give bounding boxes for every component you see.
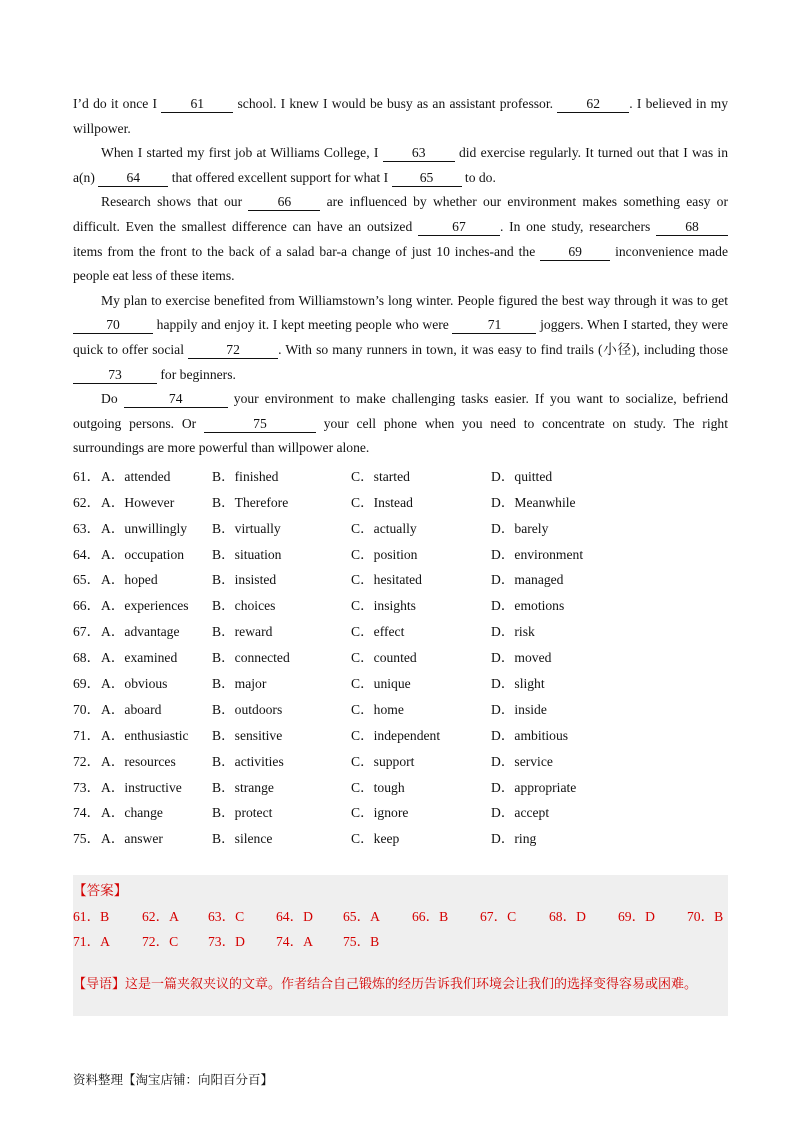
- answer-item: 75．B: [343, 934, 380, 949]
- option-row: [73, 539, 728, 565]
- blank-71: 71: [452, 317, 536, 334]
- text: I’d do it once I: [73, 96, 162, 111]
- option-d: D．moved: [491, 650, 552, 666]
- option-b: B．choices: [212, 598, 276, 614]
- option-d: D．quitted: [491, 468, 553, 484]
- text: your cell phone when you need to concentrate on study. The right surroundings are more powerful than willpower alone.: [73, 415, 728, 456]
- blank-66: 66: [248, 194, 320, 211]
- option-b: B．outdoors: [212, 701, 283, 717]
- option-row: [73, 513, 728, 539]
- option-a: A．resources: [101, 753, 176, 769]
- blank-73: 73: [73, 367, 157, 384]
- text: inconvenience made people eat less of these items.: [73, 243, 728, 284]
- answer-row-2: [73, 930, 728, 952]
- question-number: 71．: [73, 727, 101, 743]
- option-c: C．position: [351, 546, 418, 562]
- option-a: A．obvious: [101, 676, 168, 692]
- option-row: [73, 461, 728, 487]
- answer-item: 62．A: [142, 909, 180, 924]
- blank-69: 69: [540, 244, 610, 261]
- option-a: A．experiences: [101, 598, 189, 614]
- option-row: [73, 746, 728, 772]
- text: . I believed in my willpower.: [73, 96, 728, 136]
- question-number: 74．: [73, 805, 101, 821]
- text: school. I knew I would be busy as an assistant professor.: [233, 96, 558, 111]
- option-c: C．started: [351, 468, 410, 484]
- option-b: B．protect: [212, 805, 273, 821]
- answer-title: 【答案】: [73, 883, 128, 899]
- option-c: C．effect: [351, 624, 405, 640]
- option-a: A．advantage: [101, 624, 180, 640]
- option-c: C．counted: [351, 650, 417, 666]
- option-d: D．environment: [491, 546, 584, 562]
- option-d: D．inside: [491, 701, 547, 717]
- option-b: B．situation: [212, 546, 282, 562]
- blank-62: 62: [557, 96, 629, 113]
- guide-text: 【导语】这是一篇夹叙夹议的文章。作者结合自己锻炼的经历告诉我们环境会让我们的选择变得容易或困难。: [73, 977, 698, 992]
- answer-item: 64．D: [276, 909, 314, 924]
- blank-64: 64: [98, 170, 168, 187]
- text: are influenced by whether our environment makes something easy or difficult. Even the smallest difference can have an outsized: [73, 194, 729, 234]
- answer-item: 69．D: [618, 909, 656, 924]
- option-c: C．support: [351, 753, 415, 769]
- option-a: A．enthusiastic: [101, 727, 189, 743]
- option-row: [73, 694, 728, 720]
- option-d: D．accept: [491, 805, 550, 821]
- option-a: A．occupation: [101, 546, 185, 562]
- text: . In one study, researchers: [499, 218, 656, 234]
- blank-72: 72: [188, 342, 278, 359]
- option-d: D．managed: [491, 572, 564, 588]
- paragraph-1: [73, 92, 728, 141]
- blank-70: 70: [73, 317, 153, 334]
- paragraph-3: [73, 190, 728, 288]
- answer-item: 72．C: [142, 934, 179, 949]
- option-c: C．Instead: [351, 494, 413, 510]
- question-number: 75．: [73, 831, 101, 847]
- text: . With so many runners in town, it was easy to find trails (小径), including those: [278, 341, 728, 357]
- option-b: B．virtually: [212, 520, 281, 536]
- answer-row-1: [73, 905, 728, 927]
- option-row: [73, 720, 728, 746]
- option-c: C．independent: [351, 727, 441, 743]
- question-number: 65．: [73, 572, 101, 588]
- option-b: B．finished: [212, 468, 279, 484]
- paragraph-2: [73, 141, 728, 190]
- answer-item: 70．B: [687, 909, 724, 924]
- text: When I started my first job at Williams College, I: [101, 145, 383, 161]
- paragraph-4: [73, 289, 728, 387]
- answer-item: 74．A: [276, 934, 314, 949]
- text: happily and enjoy it. I kept meeting people who were: [153, 317, 453, 333]
- option-c: C．actually: [351, 520, 417, 536]
- option-c: C．ignore: [351, 805, 409, 821]
- question-number: 61．: [73, 468, 101, 484]
- paragraph-5: [73, 387, 728, 461]
- option-row: [73, 616, 728, 642]
- option-a: A．aboard: [101, 701, 162, 717]
- option-b: B．silence: [212, 831, 273, 847]
- blank-75: 75: [204, 416, 316, 433]
- option-c: C．tough: [351, 779, 405, 795]
- option-d: D．ring: [491, 831, 537, 847]
- option-b: B．strange: [212, 779, 274, 795]
- answer-item: 63．C: [208, 909, 245, 924]
- footer-text: 资料整理【淘宝店铺：向阳百分百】: [73, 1072, 274, 1087]
- option-row: [73, 564, 728, 590]
- answer-item: 61．B: [73, 909, 110, 924]
- option-b: B．reward: [212, 624, 273, 640]
- blank-67: 67: [418, 219, 500, 236]
- option-b: B．activities: [212, 753, 284, 769]
- blank-61: 61: [161, 96, 233, 113]
- option-a: A．examined: [101, 650, 178, 666]
- option-row: [73, 642, 728, 668]
- option-a: A．answer: [101, 831, 163, 847]
- blank-74: 74: [124, 391, 228, 408]
- question-number: 69．: [73, 676, 101, 692]
- question-number: 64．: [73, 546, 101, 562]
- option-a: A．However: [101, 494, 175, 510]
- text: your environment to make challenging tasks easier. If you want to socialize, befriend outgoing persons. Or: [73, 391, 728, 431]
- text: for beginners.: [157, 366, 236, 382]
- option-row: [73, 797, 728, 823]
- option-d: D．ambitious: [491, 727, 569, 743]
- option-b: B．major: [212, 676, 267, 692]
- text: Do: [101, 391, 124, 407]
- question-number: 67．: [73, 624, 101, 640]
- blank-68: 68: [656, 219, 728, 236]
- text: My plan to exercise benefited from Williamstown’s long winter. People figured the best way through it was to get: [101, 292, 728, 308]
- option-b: B．Therefore: [212, 494, 289, 510]
- option-a: A．attended: [101, 468, 171, 484]
- question-number: 70．: [73, 701, 101, 717]
- question-number: 62．: [73, 494, 101, 510]
- option-b: B．insisted: [212, 572, 277, 588]
- text: to do.: [461, 169, 496, 185]
- text: items from the front to the back of a salad bar-a change of just 10 inches-and the: [73, 243, 541, 259]
- answer-item: 71．A: [73, 934, 111, 949]
- option-b: B．sensitive: [212, 727, 283, 743]
- passage: [73, 92, 728, 849]
- option-row: [73, 772, 728, 798]
- option-a: A．change: [101, 805, 163, 821]
- option-c: C．insights: [351, 598, 416, 614]
- option-c: C．home: [351, 701, 404, 717]
- option-d: D．slight: [491, 676, 545, 692]
- blank-65: 65: [392, 170, 462, 187]
- option-b: B．connected: [212, 650, 290, 666]
- question-number: 68．: [73, 650, 101, 666]
- option-row: [73, 668, 728, 694]
- text: Research shows that our: [101, 194, 249, 210]
- question-number: 72．: [73, 753, 101, 769]
- option-d: D．risk: [491, 624, 535, 640]
- option-row: [73, 487, 728, 513]
- option-c: C．hesitated: [351, 572, 422, 588]
- answer-item: 73．D: [208, 934, 246, 949]
- blank-63: 63: [383, 145, 455, 162]
- answer-item: 68．D: [549, 909, 587, 924]
- text: did exercise regularly. It turned out that I was in a(n): [73, 145, 728, 185]
- option-c: C．keep: [351, 831, 400, 847]
- answer-section: [73, 875, 728, 1016]
- option-row: [73, 590, 728, 616]
- answer-item: 66．B: [412, 909, 449, 924]
- question-number: 63．: [73, 520, 101, 536]
- option-a: A．unwillingly: [101, 520, 188, 536]
- text: that offered excellent support for what I: [168, 169, 392, 185]
- option-a: A．instructive: [101, 779, 182, 795]
- question-number: 66．: [73, 598, 101, 614]
- option-d: D．appropriate: [491, 779, 577, 795]
- option-a: A．hoped: [101, 572, 158, 588]
- options-list: [73, 461, 728, 849]
- option-d: D．barely: [491, 520, 549, 536]
- question-number: 73．: [73, 779, 101, 795]
- text: joggers. When I started, they were quick to offer social: [73, 317, 728, 357]
- option-d: D．emotions: [491, 598, 565, 614]
- option-d: D．service: [491, 753, 553, 769]
- answer-item: 67．C: [480, 909, 517, 924]
- option-row: [73, 823, 728, 849]
- option-d: D．Meanwhile: [491, 494, 576, 510]
- option-c: C．unique: [351, 676, 411, 692]
- answer-item: 65．A: [343, 909, 381, 924]
